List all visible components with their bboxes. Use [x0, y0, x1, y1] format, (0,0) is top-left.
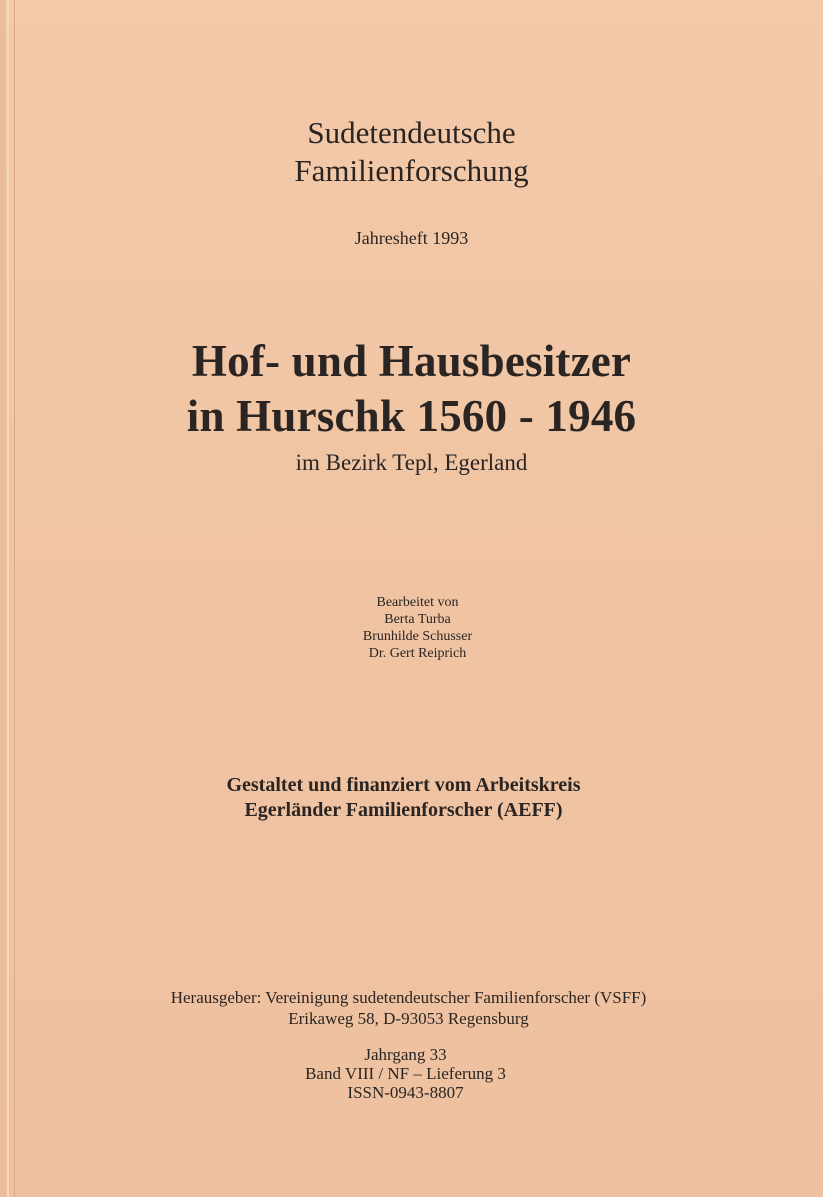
sponsor-line-2: Egerländer Familienforscher (AEFF) [244, 799, 563, 821]
issn: ISSN-0943-8807 [347, 1083, 464, 1102]
main-title-line-2: in Hurschk 1560 - 1946 [186, 391, 637, 441]
sponsor-block [0, 773, 815, 823]
publisher-block [0, 987, 820, 1029]
volume-band: Band VIII / NF – Lieferung 3 [305, 1064, 506, 1083]
issue-label: Jahresheft 1993 [354, 228, 469, 248]
publisher-name: Herausgeber: Vereinigung sudetendeutscher Familienforscher (VSFF) [170, 988, 647, 1007]
editor-name: Dr. Gert Reiprich [368, 646, 467, 661]
volume-year: Jahrgang 33 [364, 1045, 447, 1064]
sponsor-line-1: Gestaltet und finanziert vom Arbeitskreis [226, 774, 581, 796]
main-title-line-1: Hof- und Hausbesitzer [191, 336, 632, 386]
series-title-line-1: Sudetendeutsche [307, 115, 516, 150]
volume-info-block [0, 1045, 817, 1102]
series-title [0, 114, 823, 190]
publisher-address: Erikaweg 58, D-93053 Regensburg [288, 1009, 529, 1028]
series-title-line-2: Familienforschung [294, 153, 529, 188]
editor-name: Brunhilde Schusser [362, 629, 473, 644]
editors-label: Bearbeitet von [376, 595, 459, 610]
subtitle: im Bezirk Tepl, Egerland [295, 450, 528, 475]
main-title [0, 334, 823, 444]
editors-block [6, 594, 823, 662]
editor-name: Berta Turba [384, 612, 451, 627]
